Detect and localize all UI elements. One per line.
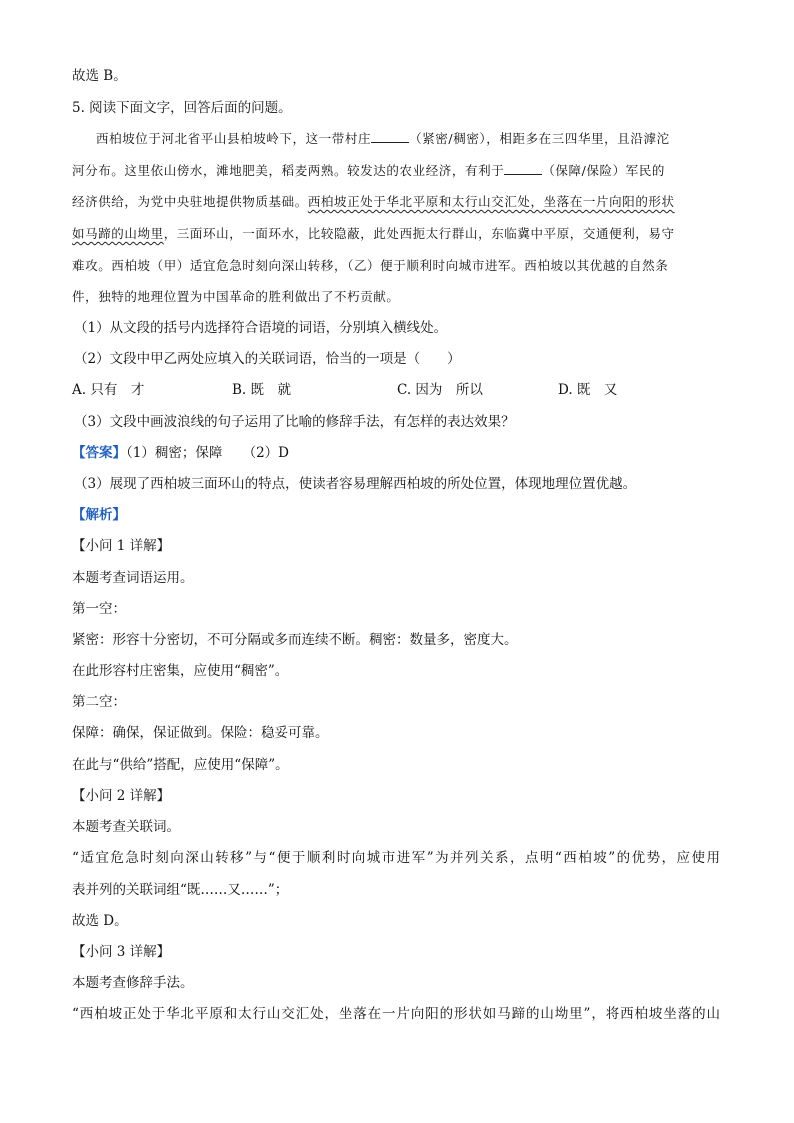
- subquestion-3-header: 【小问 3 详解】: [72, 944, 171, 960]
- answer-line: [72, 443, 289, 463]
- analysis-text: 表并列的关联词组“既……又……”；: [72, 882, 289, 898]
- sub-question-3: （3）文段中画波浪线的句子运用了比喻的修辞手法，有怎样的表达效果？: [74, 414, 515, 430]
- analysis-text: 紧密：形容十分密切，不可分隔或多而连续不断。稠密：数量多，密度大。: [72, 632, 518, 648]
- answer-text: （1）稠密；保障 （2）D: [126, 445, 290, 461]
- analysis-text: “适宜危急时刻向深山转移”与“便于顺利时向城市进军”为并列关系，点明“西柏坡”的优势，应使用: [72, 850, 720, 866]
- fill-blank-2: [504, 162, 542, 175]
- question-5-title: 5. 阅读下面文字，回答后面的问题。: [72, 100, 292, 116]
- passage-line-4: [72, 224, 675, 244]
- wavy-underlined-sentence-end: 如马蹄的山坳里: [72, 226, 164, 241]
- sub-question-1: （1）从文段的括号内选择符合语境的词语，分别填入横线处。: [74, 320, 448, 336]
- wavy-underlined-sentence: 西柏坡正处于华北平原和太行山交汇处，坐落在一片向阳的形状: [307, 194, 675, 209]
- passage-line-1: [96, 129, 670, 149]
- answer-tag: 【答案】: [72, 445, 126, 461]
- analysis-text: 故选 D。: [72, 913, 128, 929]
- passage-text: （保障/保险）军民的: [542, 163, 666, 178]
- subquestion-1-header: 【小问 1 详解】: [72, 538, 171, 554]
- passage-text: 西柏坡位于河北省平山县柏坡岭下，这一带村庄: [96, 131, 372, 146]
- passage-text: 河分布。这里依山傍水，滩地肥美，稻麦两熟。较发达的农业经济，有利于: [72, 163, 505, 178]
- passage-text: ，三面环山，一面环水，比较隐蔽，此处西扼太行群山，东临冀中平原，交通便利，易守: [163, 226, 675, 241]
- answer-3: （3）展现了西柏坡三面环山的特点，使读者容易理解西柏坡的所处位置，体现地理位置优越。: [74, 476, 637, 492]
- analysis-text: 本题考查词语运用。: [72, 570, 194, 586]
- analysis-text: 本题考查关联词。: [72, 819, 180, 835]
- analysis-text: “西柏坡正处于华北平原和太行山交汇处，坐落在一片向阳的形状如马蹄的山坳里”，将西柏坡坐落的山: [72, 1006, 720, 1022]
- passage-text: （紧密/稠密），相距多在三四华里，且沿滹沱: [409, 131, 670, 146]
- option-a: A. 只有 才: [72, 382, 145, 398]
- passage-line-2: [72, 161, 665, 181]
- analysis-text: 在此与“供给”搭配，应使用“保障”。: [72, 757, 289, 773]
- options-row: [72, 380, 732, 400]
- passage-text: 经济供给，为党中央驻地提供物质基础。: [72, 194, 308, 209]
- analysis-tag: 【解析】: [72, 507, 126, 523]
- option-b: B. 既 就: [232, 382, 292, 398]
- subquestion-2-header: 【小问 2 详解】: [72, 788, 171, 804]
- analysis-text: 本题考查修辞手法。: [72, 975, 194, 991]
- passage-line-5: 难攻。西柏坡（甲）适宜危急时刻向深山转移，（乙）便于顺利时向城市进军。西柏坡以其优越的自然条: [72, 258, 669, 273]
- analysis-text: 第二空：: [72, 694, 126, 710]
- analysis-text: 保障：确保，保证做到。保险：稳妥可靠。: [72, 725, 329, 741]
- sub-question-2: （2）文段中甲乙两处应填入的关联词语，恰当的一项是（ ）: [74, 351, 461, 367]
- analysis-text: 第一空：: [72, 601, 126, 617]
- conclusion-line: 故选 B。: [72, 68, 127, 84]
- option-d: D. 既 又: [558, 382, 618, 398]
- option-c: C. 因为 所以: [397, 382, 483, 398]
- passage-line-3: [72, 192, 675, 212]
- fill-blank-1: [371, 130, 409, 143]
- analysis-text: 在此形容村庄密集，应使用“稠密”。: [72, 663, 289, 679]
- passage-line-6: 件，独特的地理位置为中国革命的胜利做出了不朽贡献。: [72, 289, 400, 304]
